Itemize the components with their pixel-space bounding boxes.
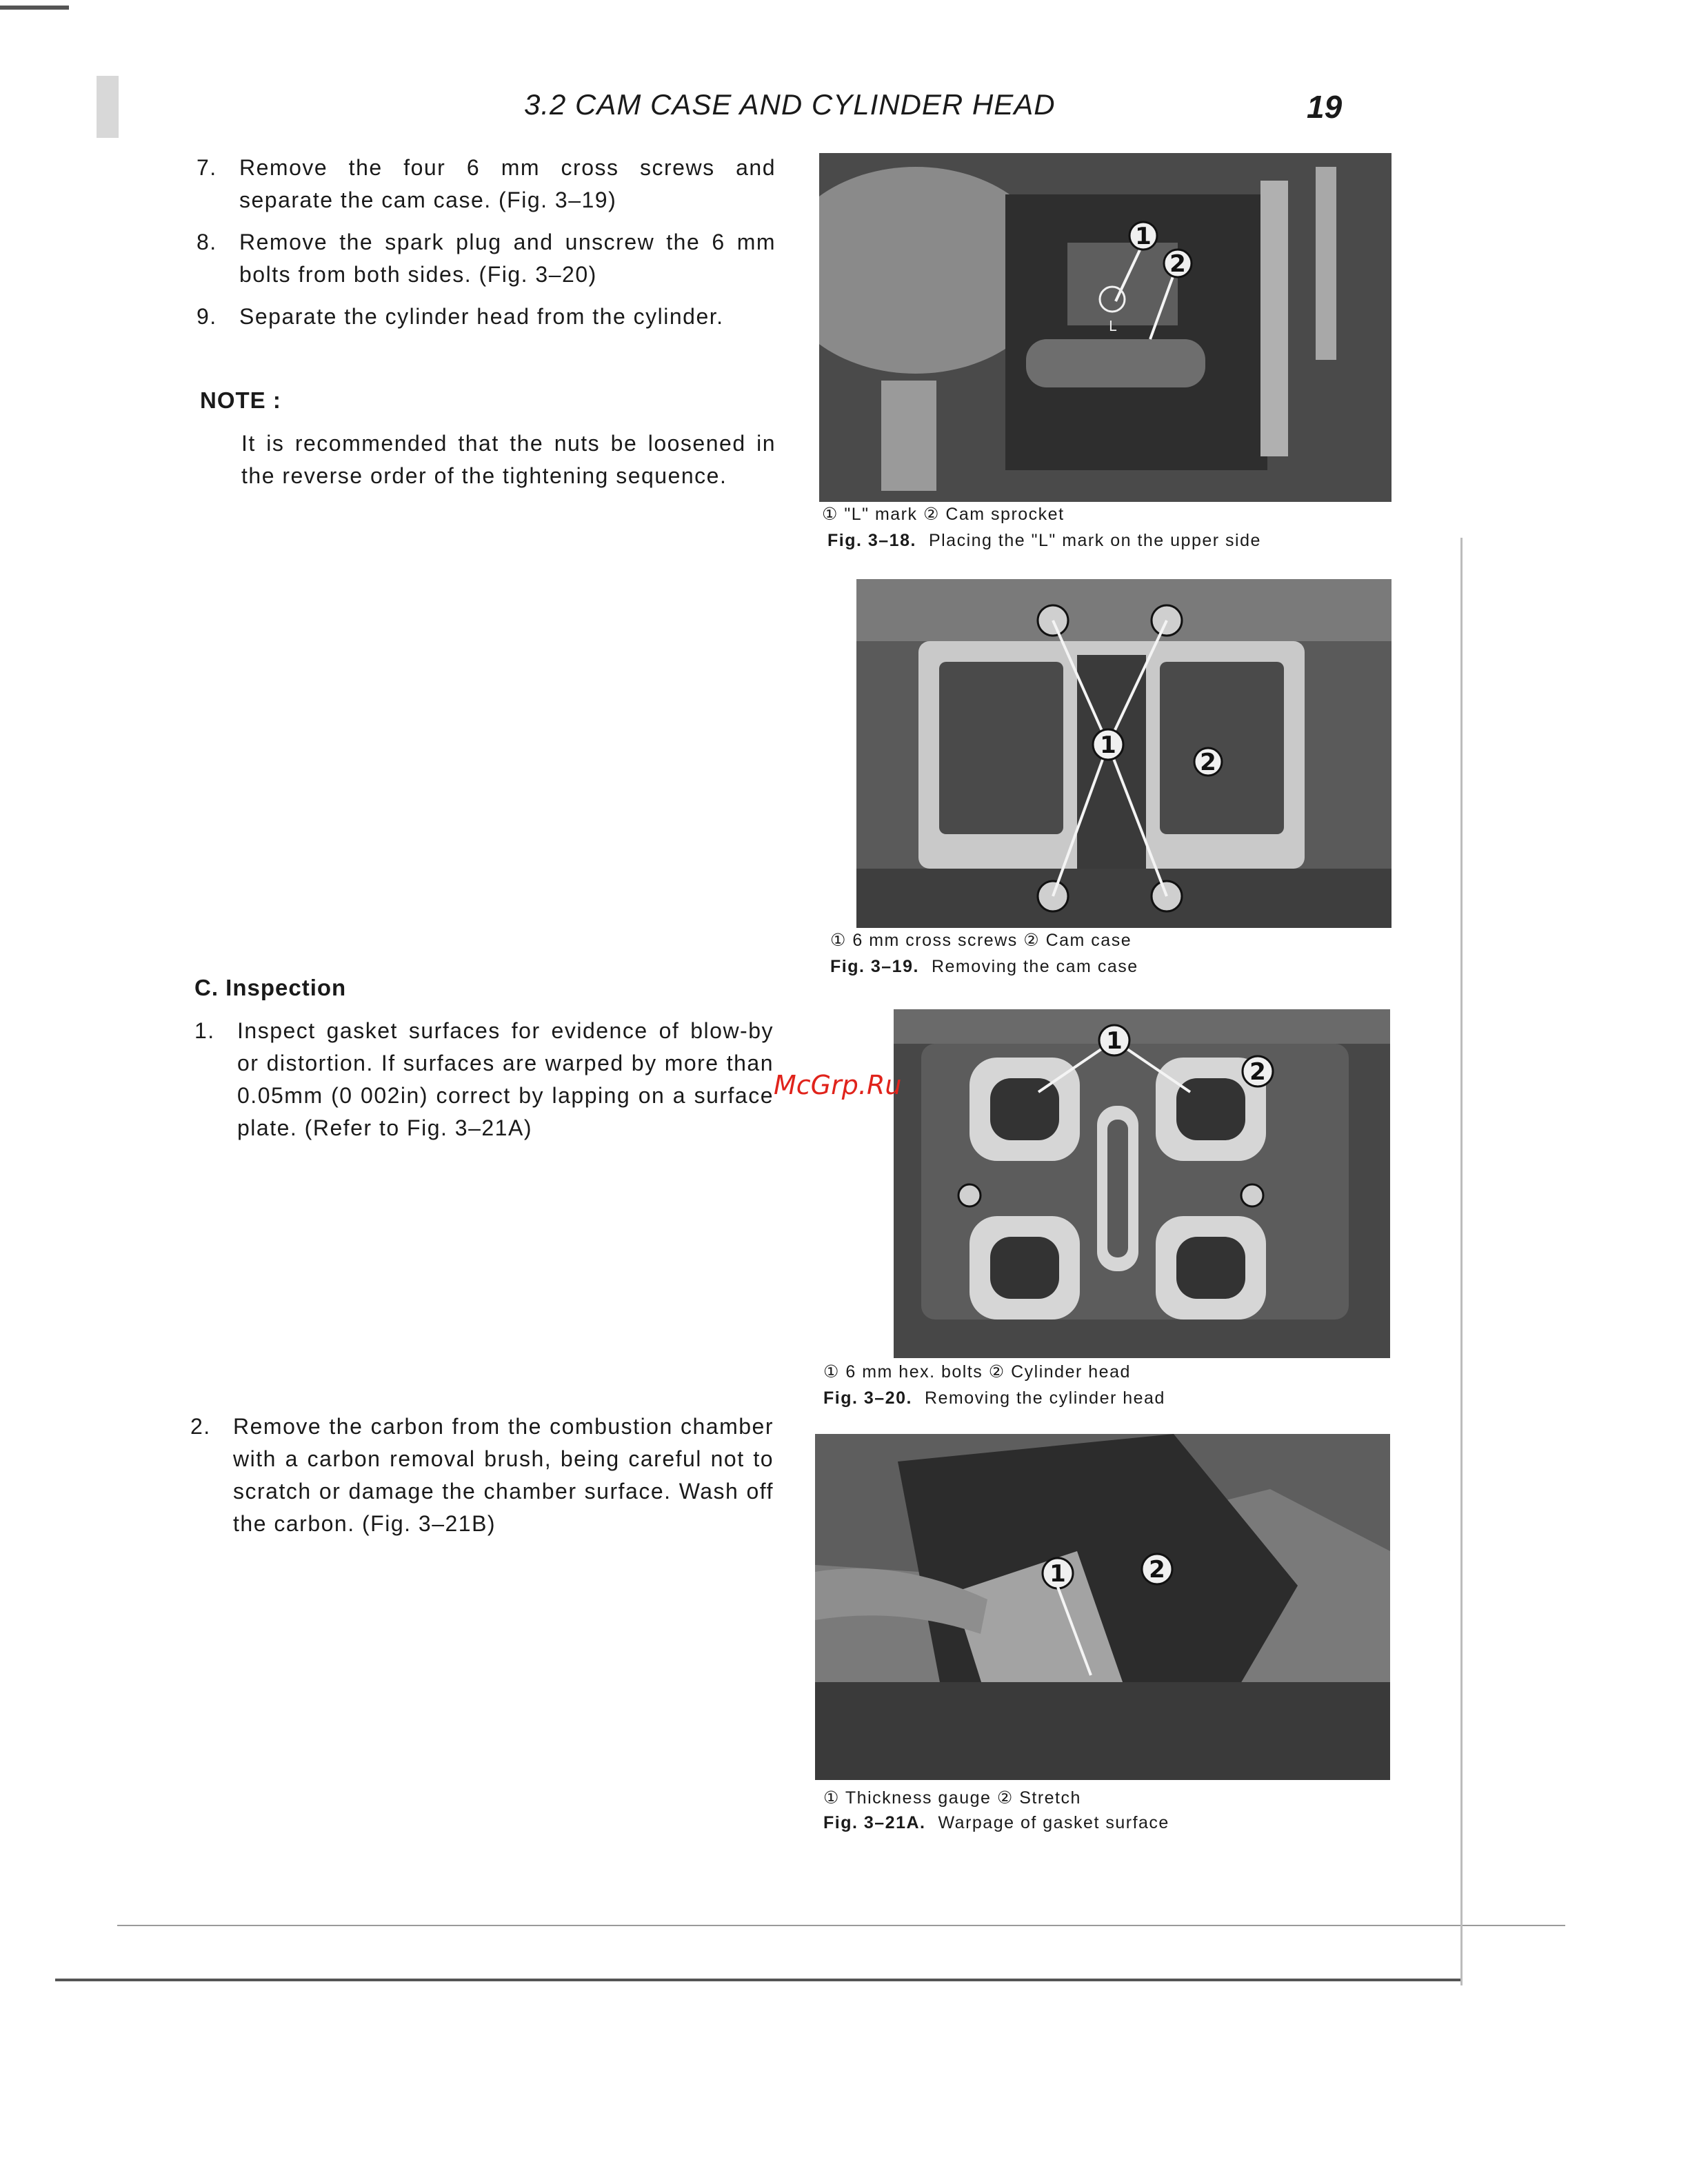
figure-title: Removing the cam case (931, 957, 1138, 976)
watermark-text: McGrp.Ru (774, 1070, 902, 1100)
figure-3-20-legend: ① 6 mm hex. bolts ② Cylinder head (823, 1362, 1131, 1382)
figure-3-21a-caption (823, 1810, 1169, 1836)
figure-3-19-legend: ① 6 mm cross screws ② Cam case (830, 931, 1132, 950)
inspection-step-2 (190, 1410, 774, 1540)
marker-2: 2 (1149, 1556, 1165, 1584)
note-label: NOTE : (200, 387, 281, 413)
step-text: Remove the spark plug and unscrew the 6 mm bolts from both sides. (Fig. 3–20) (239, 230, 776, 287)
figure-3-18-caption (827, 528, 1261, 554)
bottom-rule-dark (55, 1979, 1462, 1981)
section-title: 3.2 CAM CASE AND CYLINDER HEAD (524, 88, 1056, 121)
figure-3-20-caption (823, 1386, 1165, 1411)
figure-number: Fig. 3–19. (830, 957, 919, 976)
scan-edge-mark (0, 6, 69, 10)
step-number: 8. (197, 230, 217, 254)
bottom-rule (117, 1925, 1565, 1926)
inspection-heading: C. Inspection (194, 975, 347, 1000)
inspection-step-1 (194, 1015, 774, 1144)
step-number: 7. (197, 155, 217, 180)
figure-number: Fig. 3–18. (827, 531, 916, 550)
step-text: Inspect gasket surfaces for evidence of blow-by or distortion. If surfaces are warped by more than 0.05mm (0 002in) correct by lapping on a surface plate. (Refer to Fig. 3–21A) (237, 1018, 774, 1140)
figure-title: Warpage of gasket surface (938, 1813, 1169, 1832)
step-text: Separate the cylinder head from the cylinder. (239, 304, 724, 329)
marker-2: 2 (1169, 250, 1186, 278)
figure-3-18-legend: ① "L" mark ② Cam sprocket (822, 505, 1065, 524)
figure-3-19-photo (856, 579, 1391, 928)
marker-1: 1 (1100, 731, 1116, 759)
marker-2: 2 (1200, 749, 1216, 776)
figure-number: Fig. 3–21A. (823, 1813, 926, 1832)
figure-3-18-photo (819, 153, 1391, 502)
step-number: 9. (197, 304, 217, 329)
figure-3-19-caption (830, 954, 1138, 980)
figure-3-21a-photo (815, 1434, 1390, 1780)
marker-1: 1 (1135, 223, 1152, 250)
step-7 (197, 152, 776, 216)
step-9 (197, 301, 776, 333)
page-number: 19 (1307, 89, 1343, 125)
marker-1: 1 (1106, 1027, 1123, 1055)
right-edge-line (1460, 538, 1463, 1985)
scan-margin-mark (97, 76, 119, 138)
marker-2: 2 (1249, 1058, 1266, 1086)
figure-number: Fig. 3–20. (823, 1388, 912, 1408)
figure-3-21a-legend: ① Thickness gauge ② Stretch (823, 1788, 1081, 1808)
step-8 (197, 226, 776, 291)
figure-3-20-photo (894, 1009, 1390, 1358)
marker-1: 1 (1049, 1560, 1066, 1588)
figure-title: Placing the "L" mark on the upper side (928, 531, 1261, 550)
figure-title: Removing the cylinder head (924, 1388, 1165, 1408)
step-text: Remove the carbon from the combustion chamber with a carbon removal brush, being careful not to scratch or damage the chamber surface. Wash off the carbon. (Fig. 3–21B) (233, 1414, 774, 1536)
step-number: 2. (190, 1414, 211, 1439)
step-number: 1. (194, 1018, 215, 1043)
l-mark-label: L (1109, 318, 1117, 334)
note-text: It is recommended that the nuts be loosened in the reverse order of the tightening sequence. (241, 431, 776, 488)
step-text: Remove the four 6 mm cross screws and separate the cam case. (Fig. 3–19) (239, 155, 776, 212)
